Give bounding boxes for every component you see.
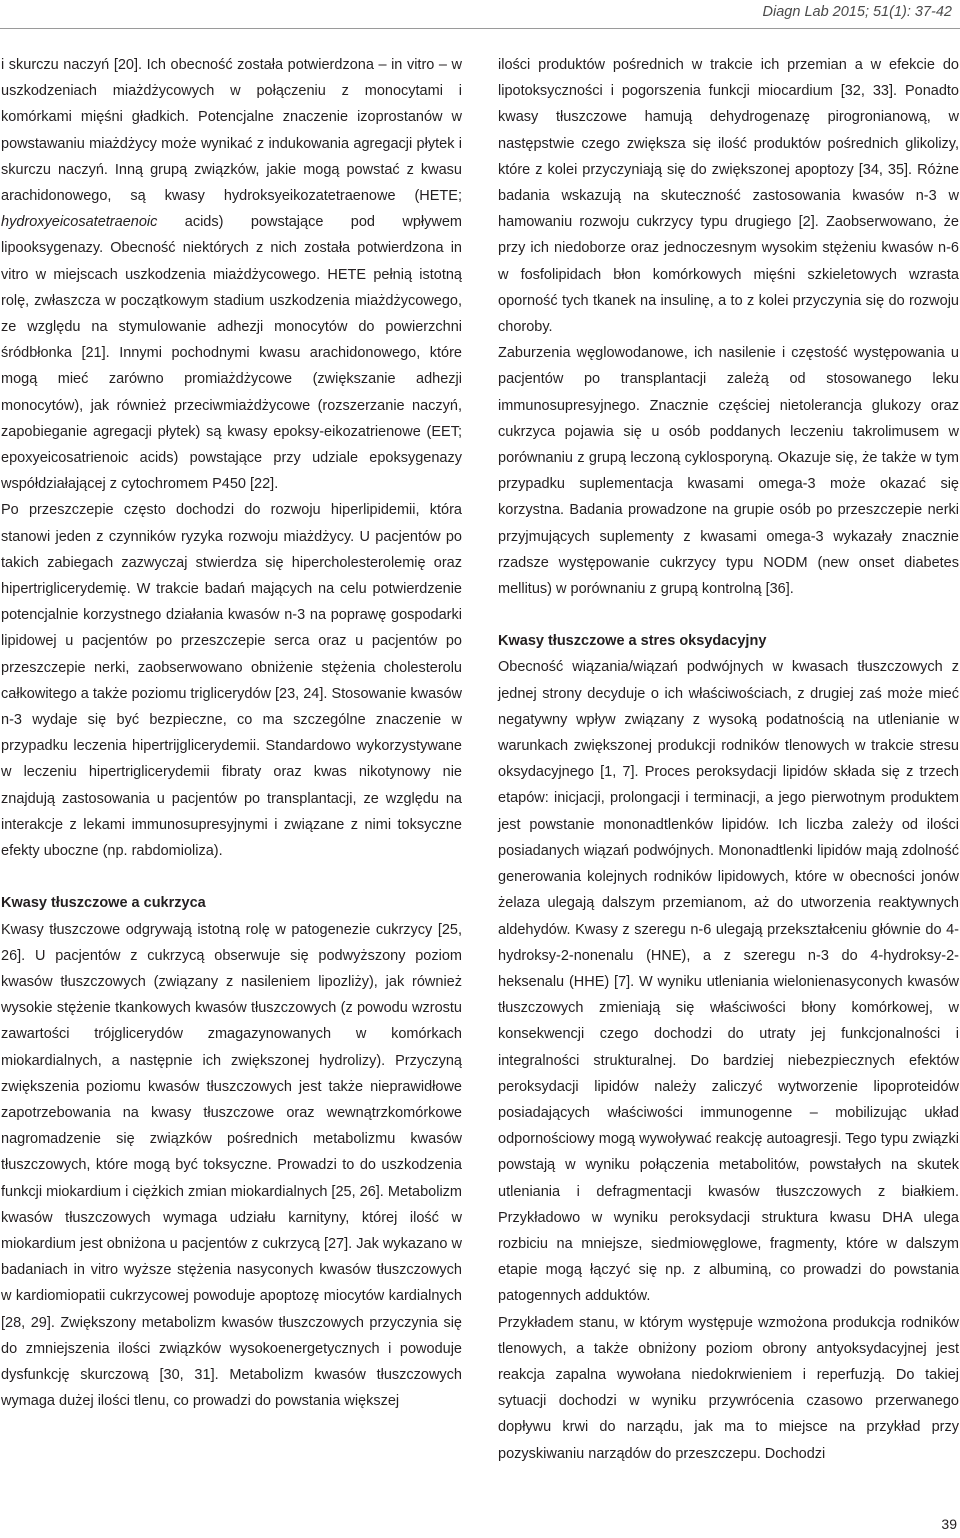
header-rule — [0, 28, 960, 29]
page-number: 39 — [941, 1516, 957, 1532]
right-paragraph-1: ilości produktów pośrednich w trakcie ich przemian a w efekcie do lipotoksyczności i pogorszenia funkcji miocardium [32, 33]. Ponadto kwasy tłuszczowe hamują dehydrogenazę pirogronianową, w następstwie czego zwiększa się ilość produktów pośrednich glikolizy, które z kolei przyczyniają się do zwiększonej apoptozy [34, 35]. Różne badania wskazują na skuteczność zastosowania kwasów n-3 w hamowaniu rozwoju cukrzycy typu drugiego [2]. Zaobserwowano, że przy ich niedoborze oraz jednoczesnym wysokim stężeniu kwasów n-6 w fosfolipidach błon komórkowych mięśni szkieletowych wzrasta oporność tych tkanek na insulinę, a to z kolei przyczynia się do rozwoju choroby. — [498, 57, 959, 336]
left-paragraph-2: Po przeszczepie często dochodzi do rozwoju hiperlipidemii, która stanowi jeden z czynników ryzyka rozwoju miażdżycy. U pacjentów po takich zabiegach zazwyczaj stwierdza się hipercholesterolemię oraz hipertriglicerydemię. W trakcie badań mających na celu potwierdzenie potencjalnie korzystnego działania kwasów n-3 na poprawę gospodarki lipidowej u pacjentów po przeszczepie serca oraz u pacjentów po przeszczepie nerki, zaobserwowano obniżenie stężenia cholesterolu całkowitego a także poziomu triglicerydów [23, 24]. Stosowanie kwasów n-3 wydaje się być bezpieczne, co ma szczególne znaczenie w przypadku leczenia hipertrijglicerydemii. Standardowo wykorzystywane w leczeniu hipertriglicerydemii fibraty oraz kwas nikotynowy nie znajdują zastosowania u pacjentów po transplantacji, ze względu na interakcje z lekami immunosupresyjnymi i związane z nimi toksyczne efekty uboczne (np. rabdomioliza). — [1, 502, 463, 860]
left-paragraph-1-italic: hydroxyeicosatetraenoic — [1, 214, 158, 231]
right-paragraph-3: Obecność wiązania/wiązań podwójnych w kwasach tłuszczowych z jednej strony decyduje o ich właściwościach, z drugiej zaś może mieć negatywny wpływ związany z wysoką podatnością na utlenianie w warunkach zwiększonej produkcji rodników tlenowych w trakcie stresu oksydacyjnego [1, 7]. Proces peroksydacji lipidów składa się z trzech etapów: inicjacji, prolongacji i terminacji, a jego pierwotnym produktem jest powstanie mononadtlenków lipidów. Ich liczba zależy od ilości posiadanych wiązań podwójnych. Mononadtlenki lipidów mają zdolność generowania kolejnych rodników lipidowych, które w obecności jonów żelaza ulegają dalszym przemianom, aż do utworzenia reaktywnych aldehydów. Kwasy z szeregu n-6 ulegają przekształceniu głównie do 4-hydroksy-2-nonenalu (HNE), a z szeregu n-3 do 4-hydroksy-2-heksenalu (HHE) [7]. W wyniku utleniania wielonienasyconych kwasów tłuszczowych zmieniają się właściwości błony komórkowej, w konsekwencji czego dochodzi do utraty jej funkcjonalności i integralności strukturalnej. Do bardziej niebezpiecznych efektów peroksydacji lipidów należy zaliczyć wytworzenie lipoproteidów posiadających właściwości immunogenne – mobilizując układ odpornościowy mogą wywoływać reakcję autoagresji. Tego typu związki powstają w wyniku połączenia metabolitów, powstałych na skutek utleniania i defragmentacji kwasów tłuszczowych z białkiem. Przykładowo w wyniku peroksydacji struktura kwasu DHA ulega rozbiciu na mniejsze, siedmiowęglowe, fragmenty, które w dalszym etapie mogą łączyć się np. z albuminą, co prowadzi do powstania patogennych adduktów. — [498, 659, 959, 1305]
right-paragraph-4: Przykładem stanu, w którym występuje wzmożona produkcja rodników tlenowych, a także obniżony poziom obrony antyoksydacyjnej jest reakcja zapalna wywołana niedokrwieniem i reperfuzją. Do takiej sytuacji dochodzi w wyniku przywrócenia czasowo przerwanego dopływu krwi do narządu, jak ma to miejsce na przykład przy pozyskiwaniu narządów do przeszczepu. Dochodzi — [498, 1314, 959, 1462]
left-paragraph-3: Kwasy tłuszczowe odgrywają istotną rolę w patogenezie cukrzycy [25, 26]. U pacjentów z cukrzycą obserwuje się podwyższony poziom kwasów tłuszczowych (związany z nasileniem lipozliży), jak również wysokie stężenie tkankowych kwasów tłuszczowych (z powodu wzrostu zawartości trójglicerydów zmagazynowanych w komórkach miokardialnych, a następnie ich zwiększonej hydrolizy). Przyczyną zwiększenia poziomu kwasów tłuszczowych jest także nieprawidłowe zapotrzebowania na kwasy tłuszczowe oraz wewnątrzkomórkowe nagromadzenie się związków pośrednich metabolizmu kwasów tłuszczowych, które mogą być toksyczne. Prowadzi to do uszkodzenia funkcji miokardium i ciężkich zmian miokardialnych [25, 26]. Metabolizm kwasów tłuszczowych wymaga udziału karnityny, której ilość w miokardium jest obniżona u pacjentów z cukrzycą [27]. Jak wykazano w badaniach in vitro wyższe stężenia nasyconych kwasów tłuszczowych w kardiomiopatii cukrzycowej powoduje apoptozę miocytów kardialnych [28, 29]. Zwiększony metabolizm kwasów tłuszczowych przyczynia się do zmniejszenia ilości związków wysokoenergetycznych i powoduje dysfunkcję skurczową [30, 31]. Metabolizm kwasów tłuszczowych wymaga dużej ilości tlenu, co prowadzi do powstania większej — [1, 921, 462, 1410]
section-heading-diabetes: Kwasy tłuszczowe a cukrzyca — [1, 895, 206, 912]
section-gap — [498, 602, 959, 628]
left-paragraph-1 — [1, 52, 462, 497]
right-paragraph-2: Zaburzenia węglowodanowe, ich nasilenie i częstość występowania u pacjentów po transplantacji zależą od stosowanego leku immunosupresyjnego. Znacznie częściej nietolerancja glukozy oraz cukrzyca pojawia się u osób poddanych leczeniu takrolimusem w porównaniu z grupą leczoną cyklosporyną. Okazuje się, że także w tym przypadku suplementacja kwasami omega-3 może okazać się korzystna. Badania prowadzone na grupie osób po przeszczepie nerki przyjmujących suplementy z kwasami omega-3 wykazały znacznie rzadsze występowanie cukrzycy typu NODM (new onset diabetes mellitus) w porównaniu z grupą kontrolną [36]. — [498, 345, 959, 598]
left-paragraph-1-text: i skurczu naczyń [20]. Ich obecność została potwierdzona – in vitro – w uszkodzeniach miażdżycowych w połączeniu z monocytami i komórkami mięśni gładkich. Potencjalne znaczenie izoprostanów w powstawaniu miażdżycy może wynikać z indukowania agregacji płytek i skurczu naczyń. Inną grupą związków, jakie mogą powstać z kwasu arachidonowego, są kwasy hydroksyeikozatetraenowe (HETE; — [1, 57, 462, 205]
section-heading-oxidative-stress: Kwasy tłuszczowe a stres oksydacyjny — [498, 633, 767, 650]
journal-reference: Diagn Lab 2015; 51(1): 37-42 — [762, 4, 952, 20]
left-column — [1, 52, 462, 1414]
section-gap — [1, 864, 462, 890]
left-paragraph-1-rest: acids) powstające pod wpływem lipooksygenazy. Obecność niektórych z nich została potwierdzona in vitro w miejscach uszkodzenia miażdżycowego. HETE pełnią istotną rolę, zwłaszcza w początkowym stadium uszkodzenia miażdżycowego, ze względu na stymulowanie adhezji monocytów do powierzchni śródbłonka [21]. Innymi pochodnymi kwasu arachidonowego, które mogą mieć zarówno promiażdżycowe (zwiększanie adhezji monocytów), jak również przeciwmiażdżycowe (rozszerzanie naczyń, zapobieganie agregacji płytek) są kwasy epoksy-eikozatrienowe (EET; epoxyeicosatrienoic acids) powstające przy udziale epoksygenazy współdziałającej z cytochromem P450 [22]. — [1, 214, 462, 493]
right-column — [498, 52, 959, 1467]
